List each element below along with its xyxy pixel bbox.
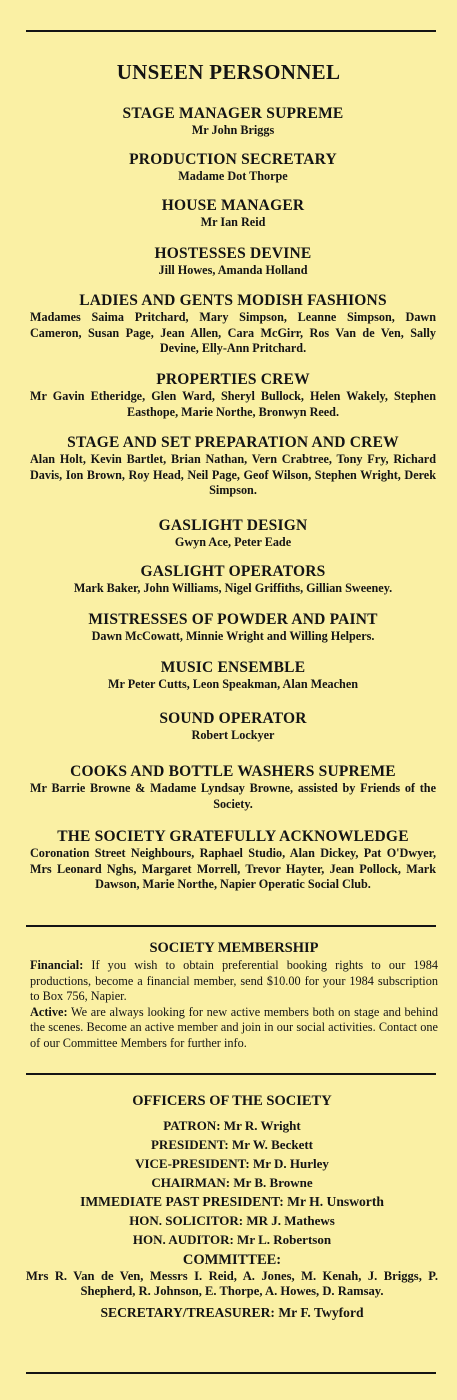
officer-line: PRESIDENT: Mr W. Beckett <box>150 1137 314 1152</box>
section-names: Madame Dot Thorpe <box>178 169 288 183</box>
section-names: Coronation Street Neighbours, Raphael Studio, Alan Dickey, Pat O'Dwyer, Mrs Leonard Nghs, Margaret Morrell, Trevor Hayter, Jean Pollock, Mark Dawson, Marie Northe, Napier Operatic Social Club. <box>30 846 436 891</box>
section-heading: LADIES AND GENTS MODISH FASHIONS <box>79 292 387 309</box>
officer-line: HON. SOLICITOR: MR J. Mathews <box>129 1213 335 1228</box>
section-heading: MISTRESSES OF POWDER AND PAINT <box>88 611 378 628</box>
section-names: Mr Barrie Browne & Madame Lyndsay Browne, assisted by Friends of the Society. <box>30 781 436 811</box>
section-names: Mr John Briggs <box>191 123 275 137</box>
section-heading: STAGE MANAGER SUPREME <box>122 105 344 122</box>
section-names: Alan Holt, Kevin Bartlet, Brian Nathan, Vern Crabtree, Tony Fry, Richard Davis, Ion Brown, Roy Head, Neil Page, Geof Wilson, Stephen Wright, Derek Simpson. <box>30 452 436 497</box>
section-heading: GASLIGHT OPERATORS <box>140 563 326 580</box>
officers-section <box>26 1092 438 1322</box>
section-names: Robert Lockyer <box>191 728 275 742</box>
section-names: Madames Saima Pritchard, Mary Simpson, Leanne Simpson, Dawn Cameron, Susan Page, Jean Allen, Cara McGirr, Ros Van de Ven, Sally Devine, Elly-Ann Pritchard. <box>30 310 436 355</box>
credit-section <box>30 762 436 812</box>
section-names: Jill Howes, Amanda Holland <box>158 263 308 277</box>
officer-line: IMMEDIATE PAST PRESIDENT: Mr H. Unsworth <box>80 1194 384 1209</box>
section-divider <box>26 1073 436 1075</box>
credit-section <box>30 104 436 139</box>
credit-section <box>30 610 436 645</box>
section-names: Mr Peter Cutts, Leon Speakman, Alan Meachen <box>107 677 359 691</box>
section-names: Gwyn Ace, Peter Eade <box>174 535 292 549</box>
financial-text: If you wish to obtain preferential booking rights to our 1984 productions, become a financial member, send $10.00 for your 1984 subscription to Box 756, Napier. <box>30 958 438 1003</box>
section-names: Mr Gavin Etheridge, Glen Ward, Sheryl Bullock, Helen Wakely, Stephen Easthope, Marie Northe, Bronwyn Reed. <box>30 389 436 419</box>
credit-section <box>30 196 436 231</box>
credit-section <box>30 291 436 357</box>
secretary-line: SECRETARY/TREASURER: Mr F. Twyford <box>100 1305 364 1320</box>
section-heading: HOUSE MANAGER <box>161 197 305 214</box>
page-title: UNSEEN PERSONNEL <box>116 60 341 84</box>
active-label: Active: <box>30 1004 68 1019</box>
section-heading: PRODUCTION SECRETARY <box>129 151 337 168</box>
section-heading: HOSTESSES DEVINE <box>154 245 312 262</box>
officer-line: CHAIRMAN: Mr B. Browne <box>151 1175 313 1190</box>
credit-section <box>30 562 436 597</box>
credit-section <box>30 709 436 744</box>
officer-line: PATRON: Mr R. Wright <box>163 1118 301 1133</box>
membership-box <box>30 938 438 1051</box>
section-heading: SOUND OPERATOR <box>159 710 307 727</box>
credit-section <box>30 370 436 420</box>
top-rule <box>26 30 436 32</box>
credit-section <box>30 516 436 551</box>
section-names: Dawn McCowatt, Minnie Wright and Willing Helpers. <box>91 629 375 643</box>
section-heading: MUSIC ENSEMBLE <box>160 659 306 676</box>
credit-section <box>30 150 436 185</box>
committee-heading: COMMITTEE: <box>182 1252 282 1268</box>
section-heading: PROPERTIES CREW <box>156 371 310 388</box>
officer-line: VICE-PRESIDENT: Mr D. Hurley <box>135 1156 329 1171</box>
credit-section <box>30 244 436 279</box>
section-heading: COOKS AND BOTTLE WASHERS SUPREME <box>70 763 396 780</box>
section-heading: GASLIGHT DESIGN <box>158 517 308 534</box>
credit-section <box>30 658 436 693</box>
committee-names: Mrs R. Van de Ven, Messrs I. Reid, A. Jones, M. Kenah, J. Briggs, P. Shepherd, R. Johnson, E. Thorpe, A. Howes, D. Ramsay. <box>26 1269 438 1298</box>
bottom-rule <box>26 1372 436 1374</box>
officer-line: HON. AUDITOR: Mr L. Robertson <box>132 1232 332 1247</box>
active-paragraph <box>30 1005 438 1052</box>
section-heading: THE SOCIETY GRATEFULLY ACKNOWLEDGE <box>57 828 409 845</box>
credit-section <box>30 433 436 499</box>
credit-section <box>30 827 436 893</box>
section-heading: STAGE AND SET PREPARATION AND CREW <box>67 434 399 451</box>
section-divider <box>26 925 436 927</box>
active-text: We are always looking for new active members both on stage and behind the scenes. Become an active member and join in our social activities. Contact one of our Committee Members for further info. <box>30 1004 438 1050</box>
officers-heading: OFFICERS OF THE SOCIETY <box>132 1093 332 1109</box>
financial-paragraph <box>30 958 438 1005</box>
section-names: Mr Ian Reid <box>200 215 266 229</box>
membership-heading: SOCIETY MEMBERSHIP <box>149 940 319 956</box>
section-names: Mark Baker, John Williams, Nigel Griffiths, Gillian Sweeney. <box>73 581 393 595</box>
financial-label: Financial: <box>30 958 84 972</box>
